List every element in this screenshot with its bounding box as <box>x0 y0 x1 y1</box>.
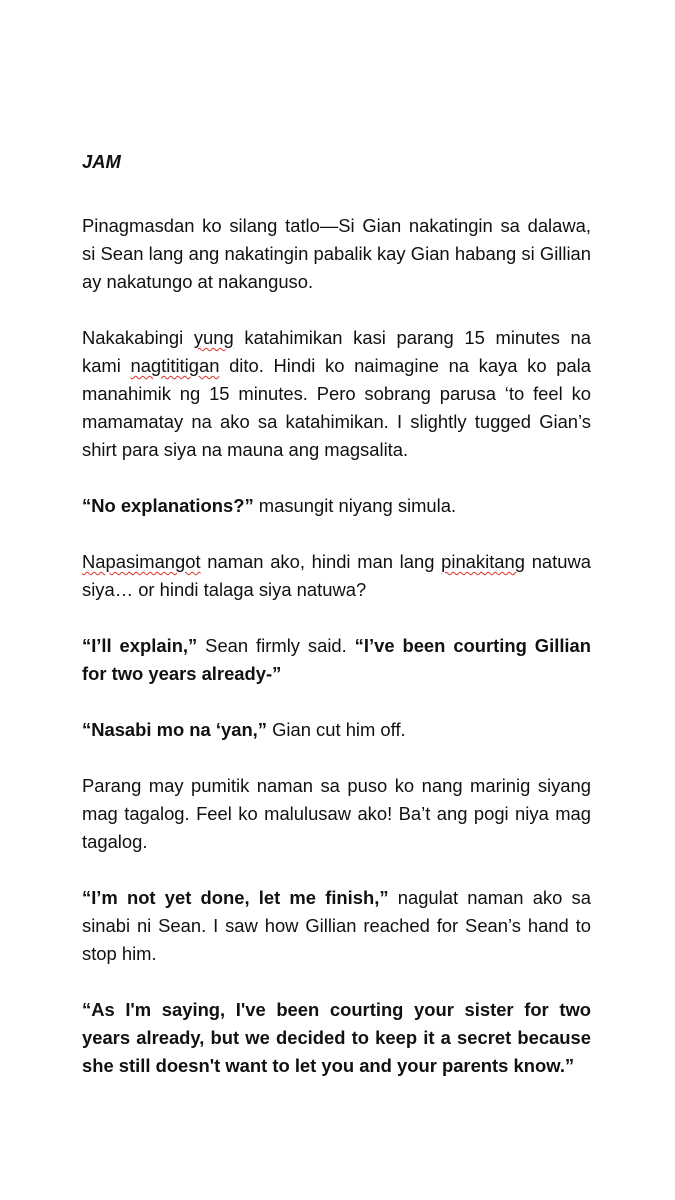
dialogue-no-explanations: “No explanations?” <box>82 495 254 516</box>
misspelled-word-yung: yung <box>193 327 234 348</box>
paragraph-1 <box>82 212 591 296</box>
paragraph-6 <box>82 716 591 744</box>
misspelled-word-pinakitang: pinakitang <box>441 551 525 572</box>
paragraph-2 <box>82 324 591 464</box>
dialogue-not-yet-done: “I’m not yet done, let me finish,” <box>82 887 389 908</box>
paragraph-3 <box>82 492 591 520</box>
dialogue-courting-gillian: “I’ve been courting Gillian for two years already-” <box>82 635 592 684</box>
paragraph-1-text: Pinagmasdan ko silang tatlo—Si Gian nakatingin sa dalawa, si Sean lang ang nakatingin pabalik kay Gian habang si Gillian ay nakatungo at nakanguso. <box>82 215 591 292</box>
paragraph-2-text-b: katahimikan kasi parang 15 minutes na kami <box>82 327 591 376</box>
paragraph-3-text: masungit niyang simula. <box>253 495 457 516</box>
paragraph-4-text-a: naman ako, hindi man lang <box>200 551 442 572</box>
misspelled-word-nagtititigan: nagtititigan <box>130 355 220 376</box>
dialogue-nasabi-mo-na: “Nasabi mo na ‘yan,” <box>82 719 267 740</box>
paragraph-5-text: Sean firmly said. <box>197 635 355 656</box>
paragraph-8 <box>82 884 591 968</box>
misspelled-word-napasimangot: Napasimangot <box>82 551 201 572</box>
story-body <box>82 148 591 1108</box>
paragraph-2-text-a: Nakakabingi <box>82 327 194 348</box>
chapter-heading: JAM <box>82 151 121 172</box>
paragraph-4 <box>82 548 591 604</box>
paragraph-4-text-b: natuwa siya… or hindi talaga siya natuwa? <box>82 551 591 600</box>
paragraph-5 <box>82 632 591 688</box>
dialogue-as-im-saying: “As I'm saying, I've been courting your sister for two years already, but we decided to keep it a secret because she still doesn't want to let you and your parents know.” <box>82 999 591 1076</box>
paragraph-9 <box>82 996 591 1080</box>
paragraph-6-text: Gian cut him off. <box>266 719 406 740</box>
dialogue-ill-explain: “I’ll explain,” <box>82 635 198 656</box>
paragraph-8-text: nagulat naman ako sa sinabi ni Sean. I saw how Gillian reached for Sean’s hand to stop him. <box>82 887 591 964</box>
paragraph-7-text: Parang may pumitik naman sa puso ko nang marinig siyang mag tagalog. Feel ko malulusaw ako! Ba’t ang pogi niya mag tagalog. <box>82 775 591 852</box>
paragraph-2-text-c: dito. Hindi ko naimagine na kaya ko pala manahimik ng 15 minutes. Pero sobrang parusa ‘to feel ko mamamatay na ako sa katahimikan. I slightly tugged Gian’s shirt para siya na mauna ang magsalita. <box>82 355 591 460</box>
paragraph-7 <box>82 772 591 856</box>
